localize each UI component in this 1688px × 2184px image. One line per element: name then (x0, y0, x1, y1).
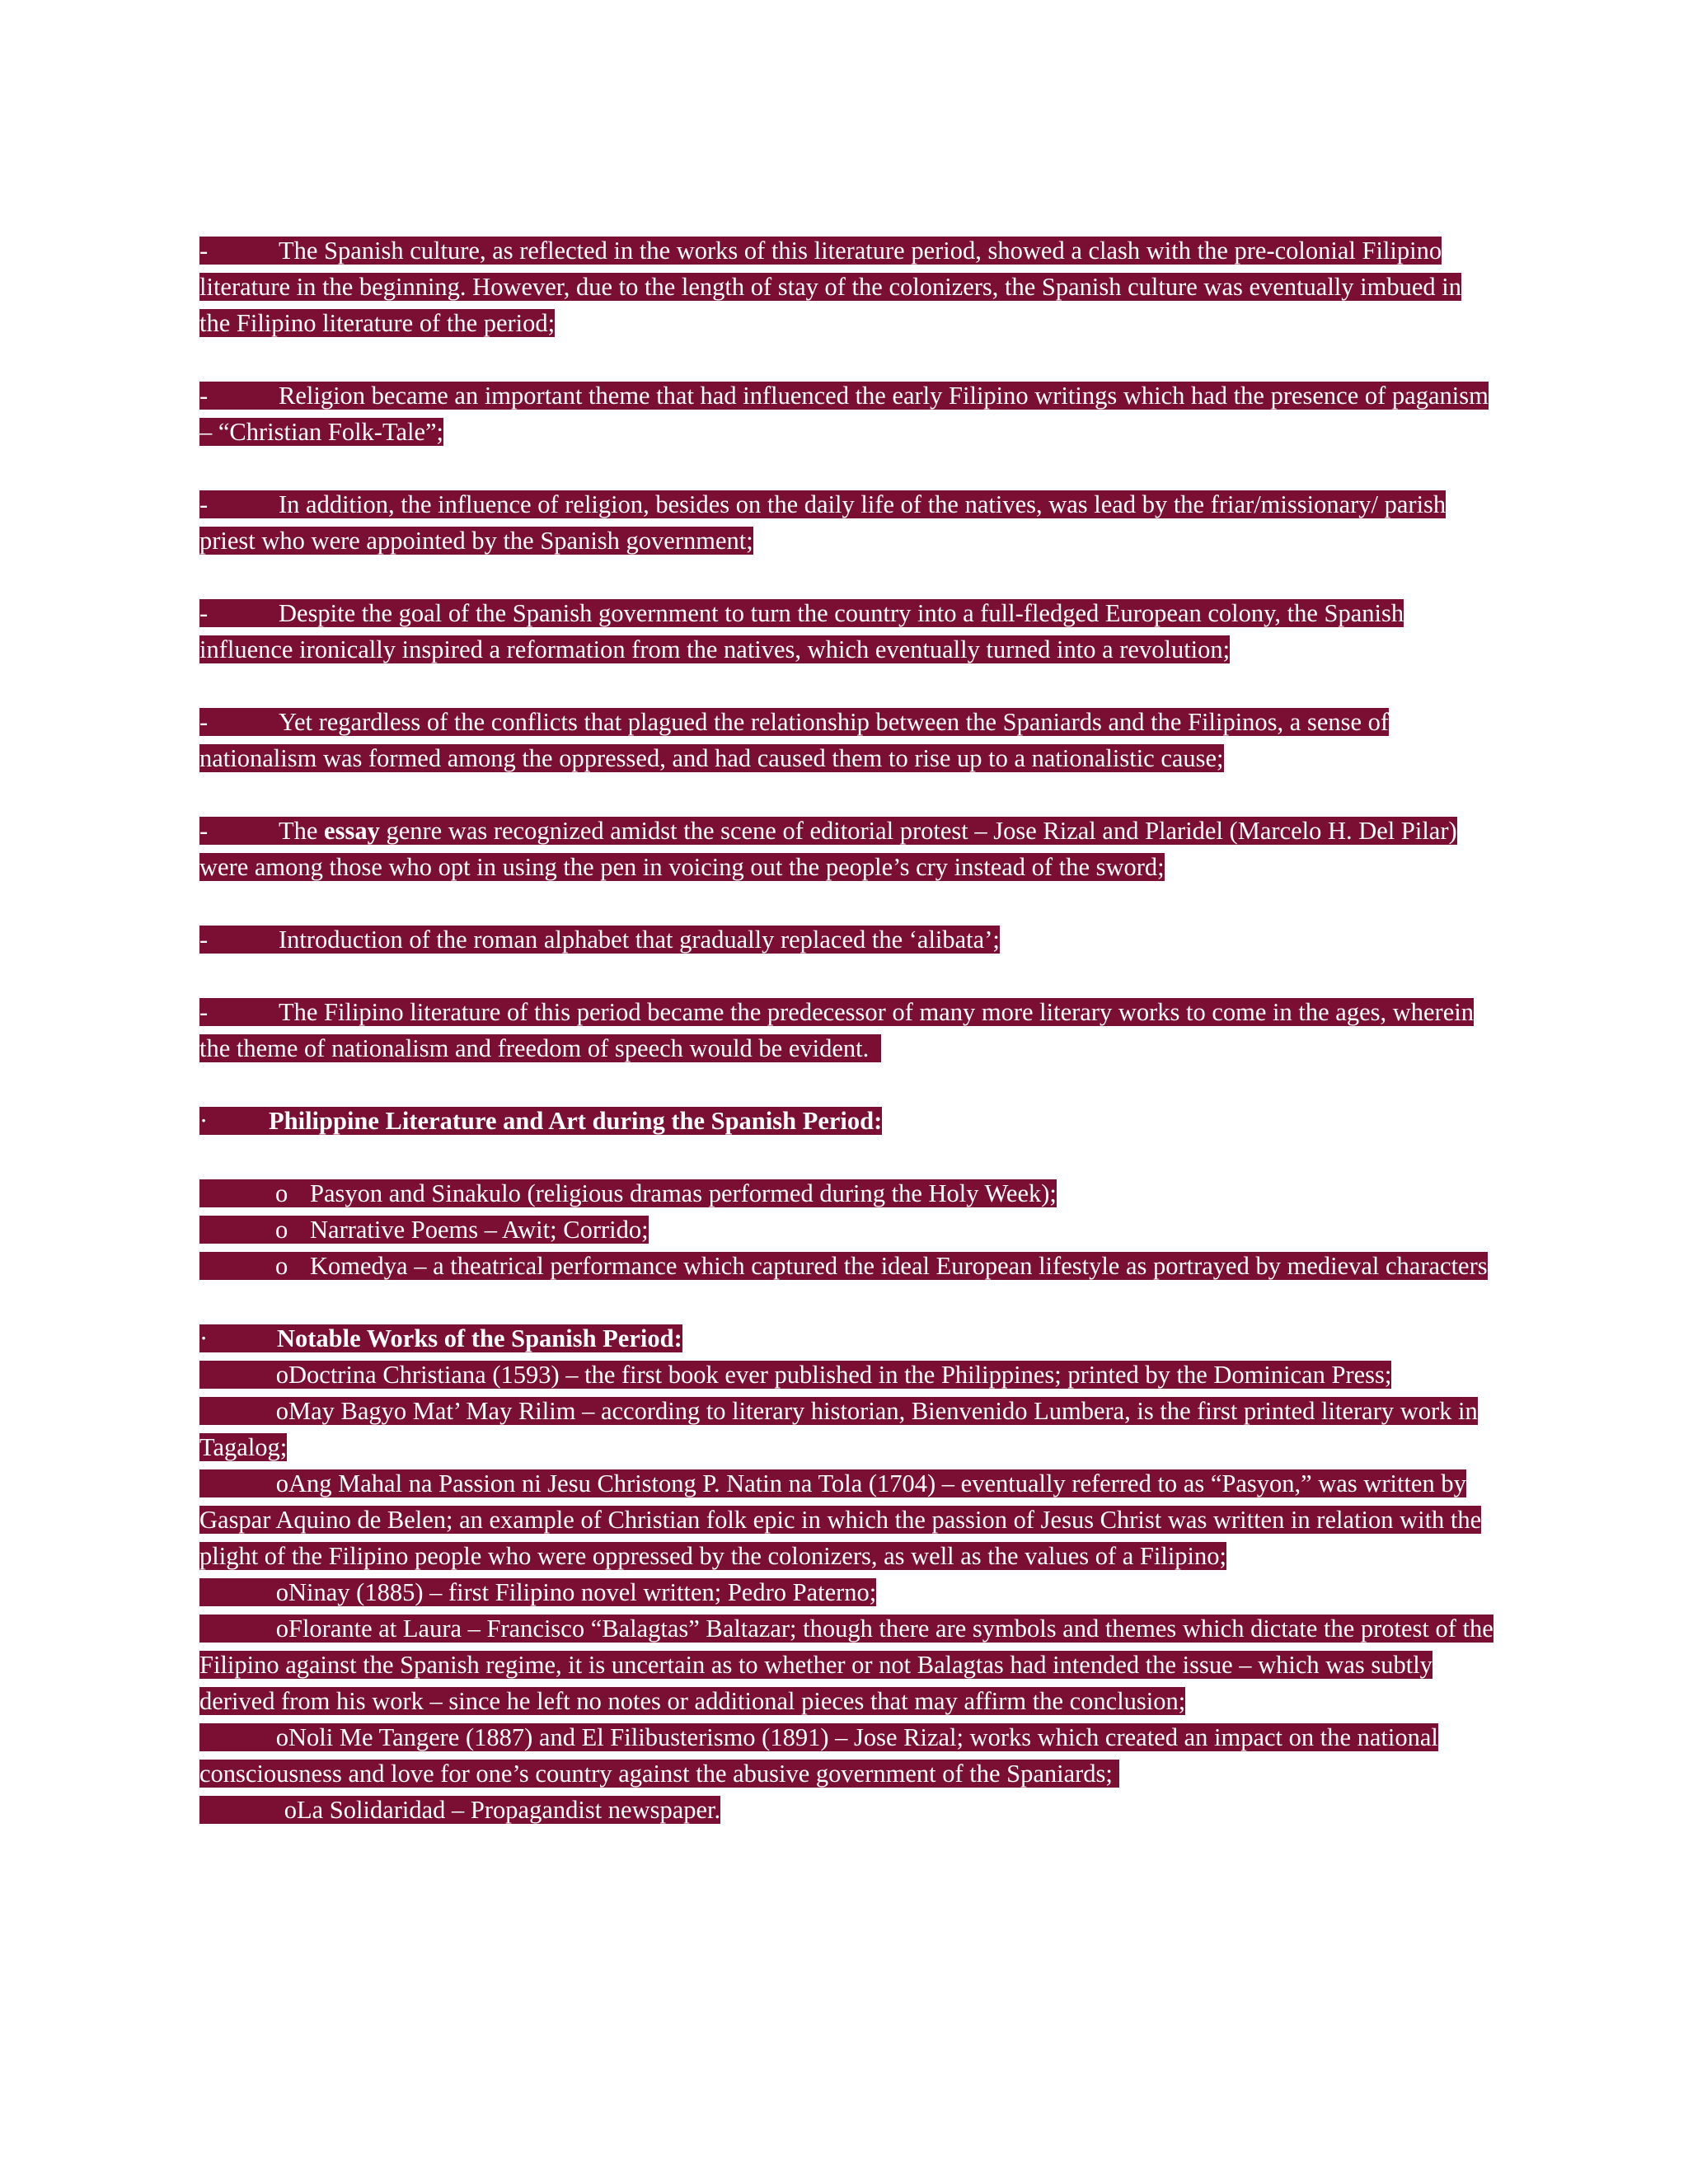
list-marker: o (275, 1252, 288, 1280)
list-item (199, 1357, 1493, 1393)
list-item-text: Doctrina Christiana (1593) – the first book ever published in the Philippines; printed by the Dominican Press; (288, 1361, 1392, 1389)
paragraph-text: The Spanish culture, as reflected in the works of this literature period, showed a clash with the pre-colonial Filipino literature in the beginning. However, due to the length of stay of the colonizers, the Spanish culture was eventually imbued in the Filipino literature of the period; (199, 237, 1461, 337)
list-item (199, 1574, 1493, 1610)
paragraph-religion-influence (199, 486, 1493, 559)
list-item-text: Ang Mahal na Passion ni Jesu Christong P. Natin na Tola (1704) – eventually referred to as “Pasyon,” was written by Gaspar Aquino de Belen; an example of Christian folk epic in which the passion of Jesus Christ was written in relation with the plight of the Filipino people who were oppressed by the colonizers, as well as the values of a Filipino; (199, 1469, 1482, 1570)
list-item-text: Florante at Laura – Francisco “Balagtas” Baltazar; though there are symbols and themes which dictate the protest of the Filipino against the Spanish regime, it is uncertain as to whether or not Balagtas had intended the issue – which was subtly derived from his work – since he left no notes or additional pieces that may affirm the conclusion; (199, 1615, 1493, 1715)
list-item (199, 1248, 1493, 1284)
paragraph-spanish-culture (199, 232, 1493, 341)
dash-marker: - (199, 708, 209, 736)
list-marker: o (275, 1361, 288, 1389)
dash-marker: - (199, 998, 209, 1026)
section-heading-text: Philippine Literature and Art during the Spanish Period: (269, 1107, 883, 1135)
paragraph-essay-genre (199, 813, 1493, 885)
dash-marker: - (199, 382, 209, 410)
list-marker: o (284, 1796, 297, 1824)
list-item-text: Narrative Poems – Awit; Corrido; (310, 1216, 649, 1244)
list-item-text: Ninay (1885) – first Filipino novel written; Pedro Paterno; (288, 1578, 877, 1606)
list-item (199, 1465, 1493, 1574)
paragraph-text: Introduction of the roman alphabet that gradually replaced the ‘alibata’; (279, 926, 1000, 954)
paragraph-text-pre: The (279, 817, 325, 845)
paragraph-religion-theme (199, 377, 1493, 450)
bullet-marker: · (199, 1107, 209, 1135)
paragraph-reformation (199, 595, 1493, 668)
list-item-text: Noli Me Tangere (1887) and El Filibusterismo (1891) – Jose Rizal; works which created an impact on the national consciousness and love for one’s country against the abusive government of the Spaniards; (199, 1723, 1438, 1788)
list-item (199, 1610, 1493, 1719)
paragraph-text: Religion became an important theme that had influenced the early Filipino writings which had the presence of paganism – “Christian Folk-Tale”; (199, 382, 1489, 446)
dash-marker: - (199, 237, 209, 265)
section-heading-notable-works (199, 1320, 1493, 1357)
list-item-text: Komedya – a theatrical performance which captured the ideal European lifestyle as portrayed by medieval characters (310, 1252, 1488, 1280)
list-item (199, 1212, 1493, 1248)
paragraph-text: The Filipino literature of this period became the predecessor of many more literary works to come in the ages, wherein the theme of nationalism and freedom of speech would be evident. (199, 998, 1474, 1062)
section-heading-text: Notable Works of the Spanish Period: (277, 1324, 682, 1352)
list-item (199, 1175, 1493, 1212)
paragraph-roman-alphabet (199, 921, 1493, 958)
document-page (199, 232, 1493, 1828)
list-marker: o (275, 1216, 288, 1244)
list-marker: o (275, 1578, 288, 1606)
paragraph-predecessor (199, 994, 1493, 1066)
section-heading-literature-art (199, 1103, 1493, 1139)
list-item-text: La Solidaridad – Propagandist newspaper. (297, 1796, 721, 1824)
paragraph-text: Despite the goal of the Spanish government to turn the country into a full-fledged European colony, the Spanish influence ironically inspired a reformation from the natives, which eventually turned into a revolution; (199, 599, 1404, 663)
list-marker: o (275, 1723, 288, 1751)
list-marker: o (275, 1469, 288, 1497)
paragraph-text: genre was recognized amidst the scene of editorial protest – Jose Rizal and Plaridel (Marcelo H. Del Pilar) were among those who opt in using the pen in voicing out the people’s cry instead of the sword; (199, 817, 1457, 881)
bullet-marker: · (199, 1324, 209, 1352)
paragraph-text: Yet regardless of the conflicts that plagued the relationship between the Spaniards and the Filipinos, a sense of nationalism was formed among the oppressed, and had caused them to rise up to a nationalistic cause; (199, 708, 1390, 772)
dash-marker: - (199, 490, 209, 518)
list-item (199, 1719, 1493, 1792)
dash-marker: - (199, 926, 209, 954)
list-item (199, 1792, 1493, 1828)
list-marker: o (275, 1179, 288, 1207)
list-item-text: May Bagyo Mat’ May Rilim – according to literary historian, Bienvenido Lumbera, is the first printed literary work in Tagalog; (199, 1397, 1478, 1461)
bold-term-essay: essay (324, 817, 380, 845)
paragraph-text: In addition, the influence of religion, besides on the daily life of the natives, was lead by the friar/missionary/ parish priest who were appointed by the Spanish government; (199, 490, 1447, 555)
list-marker: o (275, 1615, 288, 1643)
dash-marker: - (199, 599, 209, 627)
list-item (199, 1393, 1493, 1465)
list-marker: o (275, 1397, 288, 1425)
list-item-text: Pasyon and Sinakulo (religious dramas performed during the Holy Week); (310, 1179, 1057, 1207)
dash-marker: - (199, 817, 209, 845)
paragraph-nationalism (199, 704, 1493, 776)
